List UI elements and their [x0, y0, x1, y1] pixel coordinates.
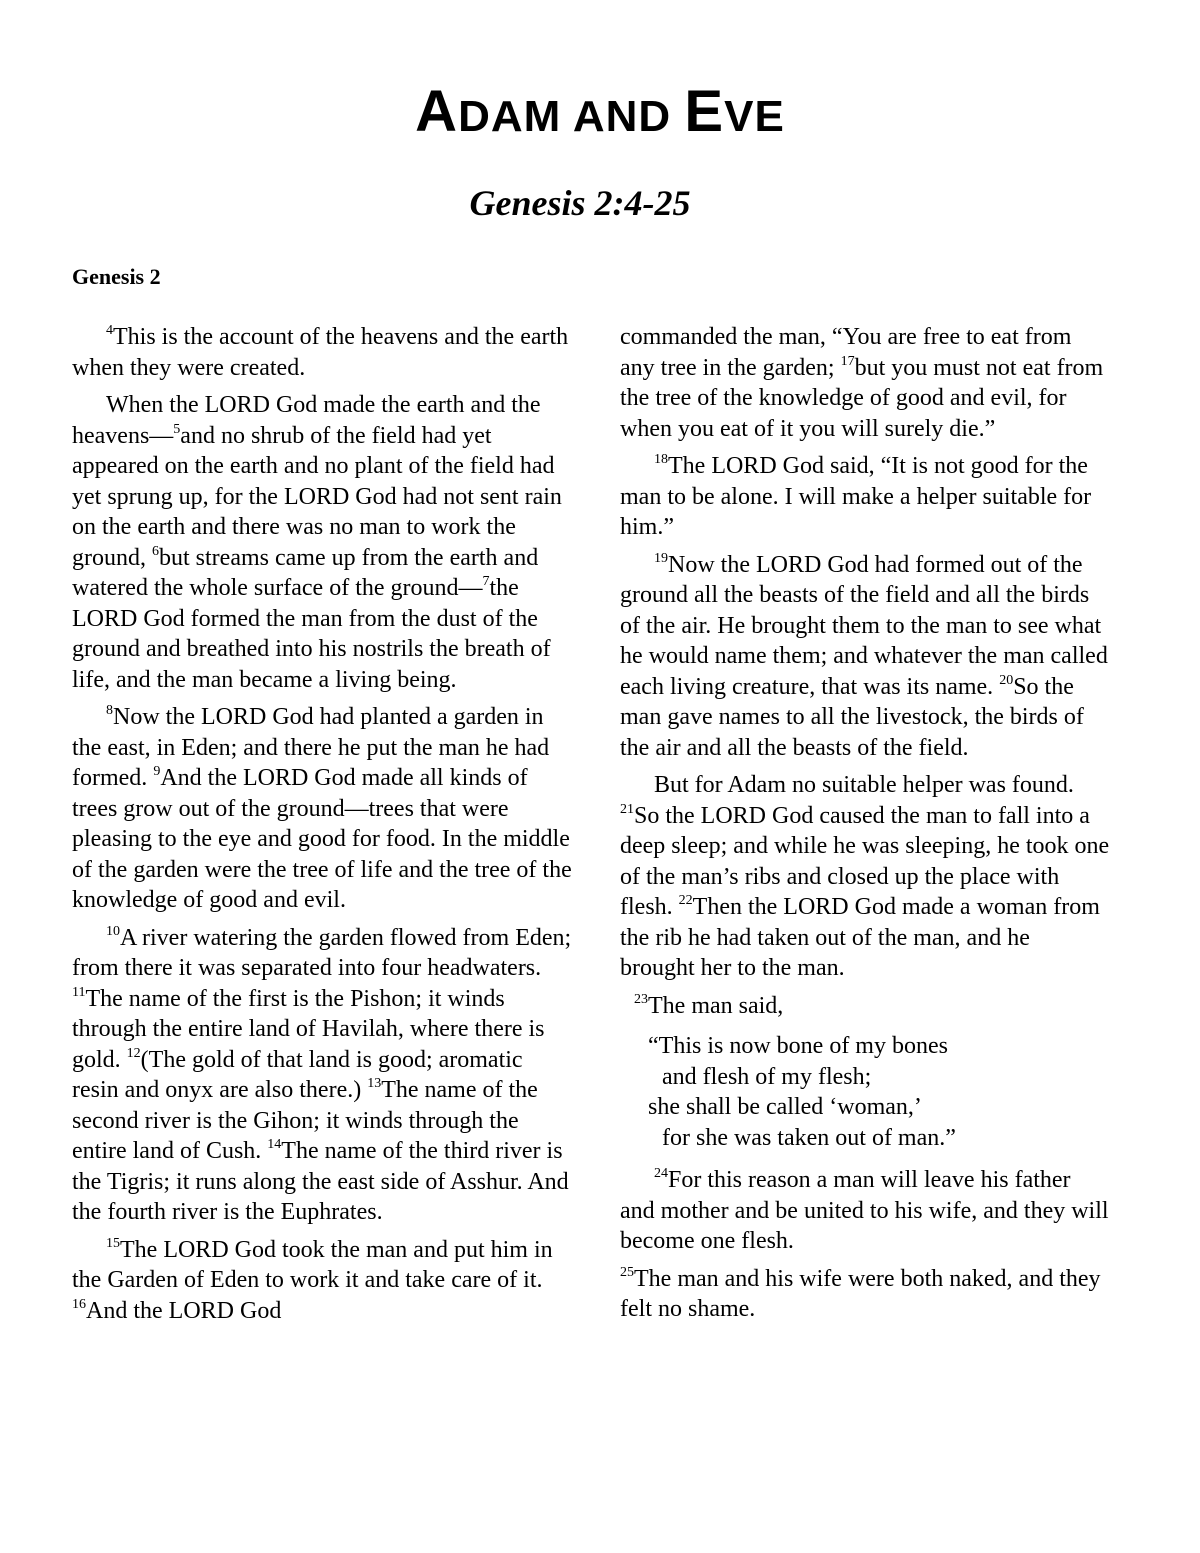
paragraph — [620, 1165, 1110, 1257]
verse-text: The man said, — [648, 992, 784, 1019]
verse-text: but you must not eat from the tree of the knowledge of good and evil, for when you eat of it you will surely die.” — [620, 354, 1104, 442]
paragraph — [620, 550, 1110, 764]
verse-text: Now the LORD God had planted a garden in the east, in Eden; and there he put the man he had formed. — [72, 704, 550, 791]
poem-line: “This is now bone of my bones — [648, 1033, 948, 1059]
verse-text: The LORD God took the man and put him in the Garden of Eden to work it and take care of it. — [72, 1236, 553, 1293]
verse-text: and no shrub of the field had yet appeared on the earth and no plant of the field had yet sprung up, for the LORD God had not sent rain on the earth and there was no man to work the ground, — [72, 422, 562, 571]
verse-text: This is the account of the heavens and the earth when they were created. — [72, 324, 569, 381]
paragraph — [72, 390, 572, 695]
page-title — [0, 78, 1200, 145]
verse-text: The name of the first is the Pishon; it winds through the entire land of Havilah, where there is gold. — [72, 985, 545, 1073]
paragraph — [620, 1264, 1110, 1325]
verse-number: 23 — [634, 991, 648, 1007]
verse-number: 10 — [106, 923, 120, 939]
paragraph — [72, 923, 572, 1228]
verse-text: So the LORD God caused the man to fall into a deep sleep; and while he was sleeping, he took one of the man’s ribs and closed up the place with flesh. — [620, 802, 1110, 920]
title-initial: E — [684, 79, 725, 144]
right-column — [620, 322, 1110, 1332]
verse-number: 21 — [620, 801, 634, 817]
title-initial: A — [415, 79, 459, 144]
verse-number: 6 — [152, 543, 159, 559]
poem-line: she shall be called ‘woman,’ — [648, 1094, 922, 1120]
verse-number: 8 — [106, 703, 113, 718]
verse-text: Now the LORD God had formed out of the ground all the beasts of the field and all the birds of the air. He brought them to the man to see what he would name them; and whatever the man called each living creature, that was its name. — [620, 551, 1108, 700]
paragraph — [72, 702, 572, 916]
verse-number: 20 — [999, 672, 1014, 688]
verse-number: 13 — [367, 1076, 382, 1091]
verse-text: And the LORD God — [86, 1297, 282, 1324]
left-column — [72, 322, 572, 1333]
verse-number: 5 — [173, 421, 181, 437]
verse-text: So the man gave names to all the livestock, the birds of the air and all the beasts of the field. — [620, 673, 1084, 761]
paragraph — [620, 451, 1110, 543]
verse-number: 12 — [126, 1045, 141, 1061]
verse-text: The name of the third river is the Tigris; it runs along the east side of Asshur. And the fourth river is the Euphrates. — [72, 1138, 569, 1225]
paragraph — [620, 322, 1110, 444]
verse-number: 18 — [654, 452, 668, 467]
verse-text: A river watering the garden flowed from Eden; from there it was separated into four headwaters. — [72, 924, 572, 981]
poem — [648, 1031, 1110, 1153]
verse-text: When the LORD God made the earth and the heavens— — [72, 392, 541, 449]
poem-line: for she was taken out of man.” — [662, 1124, 956, 1151]
title-part: DAM AND — [458, 92, 685, 141]
verse-number: 22 — [678, 893, 693, 908]
verse-number: 19 — [654, 550, 668, 566]
verse-text: commanded the man, “You are free to eat from any tree in the garden; — [620, 324, 1072, 381]
chapter-heading: Genesis 2 — [72, 264, 161, 289]
verse-text: But for Adam no suitable helper was found. — [654, 772, 1074, 798]
scripture-reference: Genesis 2:4-25 — [469, 183, 691, 223]
verse-text: the LORD God formed the man from the dust of the ground and breathed into his nostrils the breath of life, and the man became a living being. — [72, 575, 551, 693]
verse-text: Then the LORD God made a woman from the rib he had taken out of the man, and he brought her to the man. — [620, 894, 1100, 981]
verse-text: The LORD God said, “It is not good for the man to be alone. I will make a helper suitable for him.” — [620, 453, 1092, 540]
paragraph — [72, 322, 572, 383]
verse-number: 11 — [72, 984, 86, 1000]
verse-number: 15 — [106, 1235, 120, 1251]
verse-number: 14 — [267, 1137, 282, 1152]
poem-line: and flesh of my flesh; — [662, 1063, 872, 1090]
verse-text: (The gold of that land is good; aromatic resin and onyx are also there.) — [72, 1046, 523, 1103]
verse-number: 25 — [620, 1264, 634, 1280]
verse-number: 9 — [153, 764, 161, 779]
verse-text: The name of the second river is the Gihon; it winds through the entire land of Cush. — [72, 1077, 538, 1164]
verse-number: 4 — [106, 323, 113, 338]
verse-text: For this reason a man will leave his father and mother and be united to his wife, and they will become one flesh. — [620, 1167, 1109, 1254]
verse-number: 16 — [72, 1296, 86, 1312]
paragraph — [620, 770, 1110, 984]
title-part: VE — [724, 92, 785, 141]
verse-number: 24 — [654, 1166, 668, 1181]
paragraph — [620, 991, 1110, 1022]
verse-number: 7 — [482, 574, 490, 589]
verse-text: but streams came up from the earth and watered the whole surface of the ground— — [72, 544, 539, 601]
verse-number: 17 — [840, 353, 855, 369]
verse-text: And the LORD God made all kinds of trees grow out of the ground—trees that were pleasing to the eye and good for food. In the middle of the garden were the tree of life and the tree of the knowledge of good and evil. — [72, 765, 572, 913]
paragraph — [72, 1235, 572, 1327]
verse-text: The man and his wife were both naked, and they felt no shame. — [620, 1265, 1101, 1322]
